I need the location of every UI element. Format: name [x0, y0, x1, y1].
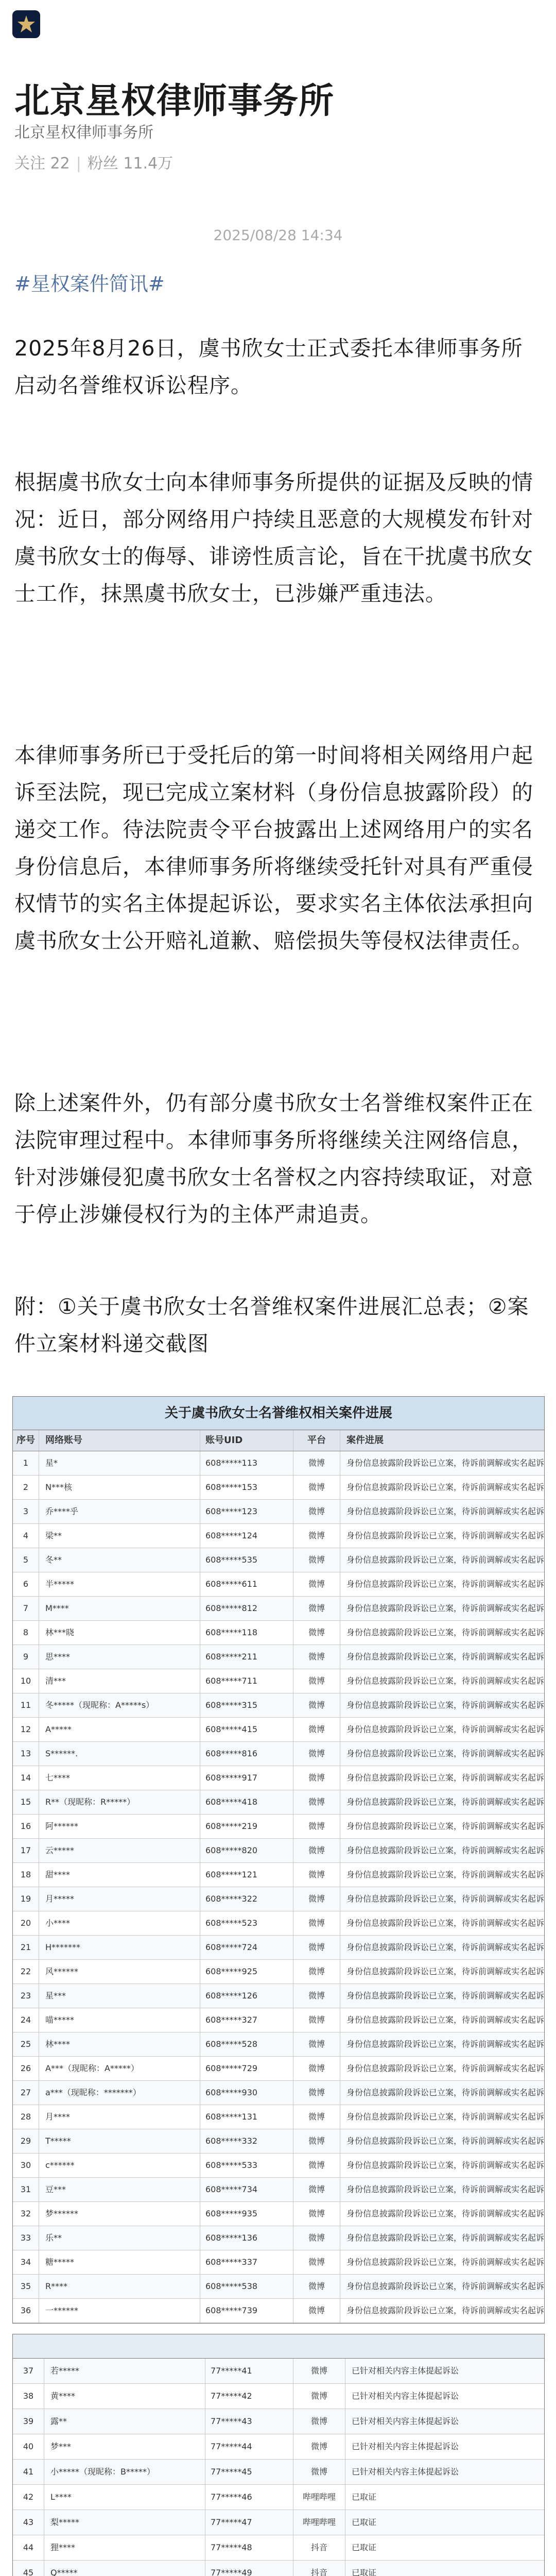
- table-cell-platform: 微博: [293, 1839, 340, 1862]
- table-cell-no: 4: [13, 1524, 39, 1548]
- table-cell-platform: 微博: [293, 1597, 340, 1620]
- table-cell-no: 19: [13, 1887, 39, 1911]
- table-cell-uid: 608*****711: [200, 1669, 293, 1693]
- table-cell-status: 身份信息披露阶段诉讼已立案，待诉前调解或实名起诉: [346, 1942, 544, 1952]
- table-cell-status: 身份信息披露阶段诉讼已立案，待诉前调解或实名起诉: [346, 2112, 544, 2122]
- table-row: [13, 2008, 544, 2032]
- table-cell-status: 身份信息披露阶段诉讼已立案，待诉前调解或实名起诉: [346, 2233, 544, 2243]
- table-cell-platform: 微博: [293, 2178, 340, 2201]
- table-row: [13, 1476, 544, 1500]
- table-row: [13, 1863, 544, 1887]
- table-cell-account: 林***晓: [39, 1621, 200, 1645]
- table-row: [13, 2105, 544, 2129]
- table-cell-platform: 微博: [293, 2008, 340, 2032]
- table-cell-account: R**（现昵称：R*****）: [39, 1790, 200, 1814]
- table-cell-platform: 微博: [293, 2359, 345, 2383]
- table-cell-uid: 608*****126: [200, 1984, 293, 2008]
- table-cell-uid: 608*****820: [200, 1839, 293, 1862]
- post-paragraph: 本律师事务所已于受托后的第一时间将相关网络用户起诉至法院，现已完成立案材料（身份信息披露阶段）的递交工作。待法院责令平台披露出上述网络用户的实名身份信息后，本律师事务所将继续受托针对具有严重侵权情节的实名主体提起诉讼，要求实名主体依法承担向虞书欣女士公开赔礼道歉、赔偿损失等侵权法律责任。: [14, 743, 533, 953]
- table-cell-account: 冬*****（现昵称：A*****s）: [39, 1693, 200, 1717]
- table-row: [13, 1524, 544, 1548]
- table-row: [13, 2299, 544, 2323]
- table-cell-uid: 608*****415: [200, 1718, 293, 1741]
- table-cell-uid: 77*****46: [205, 2485, 293, 2510]
- table-cell-uid: 608*****123: [200, 1500, 293, 1523]
- table-cell-no: 18: [13, 1863, 39, 1887]
- table-cell-no: 40: [13, 2434, 44, 2459]
- table-cell-uid: 608*****124: [200, 1524, 293, 1548]
- table-cell-account: 思****: [39, 1645, 200, 1669]
- table-cell-status: 身份信息披露阶段诉讼已立案，待诉前调解或实名起诉: [346, 1821, 544, 1831]
- table-cell-uid: 77*****41: [205, 2359, 293, 2383]
- table-cell-no: 17: [13, 1839, 39, 1862]
- table-cell-uid: 608*****611: [200, 1572, 293, 1596]
- table-cell-no: 25: [13, 2032, 39, 2056]
- table-row: [13, 1451, 544, 1476]
- table-cell-no: 30: [13, 2154, 39, 2177]
- post-paragraph: 除上述案件外，仍有部分虞书欣女士名誉维权案件正在法院审理过程中。本律师事务所将继续关注网络信息，针对涉嫌侵犯虞书欣女士名誉权之内容持续取证，对意于停止涉嫌侵权行为的主体严肃追责。: [14, 1091, 533, 1227]
- table-cell-no: 31: [13, 2178, 39, 2201]
- table-cell-status: 身份信息披露阶段诉讼已立案，待诉前调解或实名起诉: [346, 1676, 544, 1686]
- table-cell-uid: 77*****43: [205, 2409, 293, 2434]
- table-cell-account: A***（现昵称：A*****）: [39, 2057, 200, 2080]
- follow-count[interactable]: 关注 22: [14, 155, 70, 173]
- table-cell-account: N***核: [39, 1476, 200, 1499]
- table-cell-platform: 微博: [293, 1524, 340, 1548]
- table-cell-no: 3: [13, 1500, 39, 1523]
- table-cell-no: 45: [13, 2561, 44, 2576]
- table-cell-account: R****: [39, 2275, 200, 2298]
- table-row: [13, 2129, 544, 2154]
- account-avatar[interactable]: [12, 10, 40, 38]
- table-cell-uid: 608*****535: [200, 1548, 293, 1572]
- account-header: [0, 0, 556, 206]
- table-row: [13, 2202, 544, 2226]
- table-cell-status: 身份信息披露阶段诉讼已立案，待诉前调解或实名起诉: [346, 1531, 544, 1540]
- table-cell-uid: 608*****113: [200, 1451, 293, 1475]
- table-cell-account: H*******: [39, 1936, 200, 1959]
- table-header-cell: 序号: [13, 1430, 39, 1451]
- table-cell-account: 豆***: [39, 2178, 200, 2201]
- table-cell-platform: 抖音: [293, 2535, 345, 2560]
- table-cell-platform: 微博: [293, 1742, 340, 1766]
- table-cell-status: 已针对相关内容主体提起诉讼: [352, 2442, 459, 2451]
- table-cell-account: 乔****乎: [39, 1500, 200, 1523]
- table-cell-no: 33: [13, 2226, 39, 2250]
- table-cell-no: 41: [13, 2460, 44, 2484]
- table-cell-no: 10: [13, 1669, 39, 1693]
- table-cell-account: 梨*****: [44, 2510, 205, 2535]
- table-cell-no: 14: [13, 1766, 39, 1790]
- table-row: [13, 2081, 544, 2105]
- table-cell-account: 冬**: [39, 1548, 200, 1572]
- table-cell-no: 20: [13, 1911, 39, 1935]
- table-cell-status: 身份信息披露阶段诉讼已立案，待诉前调解或实名起诉: [346, 1482, 544, 1492]
- table-cell-platform: 微博: [293, 2105, 340, 2129]
- table-cell-status: 身份信息披露阶段诉讼已立案，待诉前调解或实名起诉: [346, 2209, 544, 2218]
- table-cell-platform: 微博: [293, 2081, 340, 2105]
- table-cell-platform: 微博: [293, 2275, 340, 2298]
- table-cell-no: 16: [13, 1815, 39, 1838]
- table-cell-no: 35: [13, 2275, 39, 2298]
- table-cell-uid: 608*****337: [200, 2250, 293, 2274]
- table-cell-status: 身份信息披露阶段诉讼已立案，待诉前调解或实名起诉: [346, 1700, 544, 1710]
- table-cell-status: 身份信息披露阶段诉讼已立案，待诉前调解或实名起诉: [346, 1797, 544, 1807]
- account-description: 北京星权律师事务所: [14, 124, 153, 142]
- table-cell-account: 喵*****: [39, 2008, 200, 2032]
- table-row: [13, 2561, 544, 2576]
- table-row: [13, 1718, 544, 1742]
- table-row: [13, 1621, 544, 1645]
- table-cell-no: 43: [13, 2510, 44, 2535]
- account-stats: [14, 150, 173, 173]
- table-cell-platform: 微博: [293, 2032, 340, 2056]
- table-cell-status: 身份信息披露阶段诉讼已立案，待诉前调解或实名起诉: [346, 1724, 544, 1734]
- table-row: [13, 1500, 544, 1524]
- table-cell-status: 已取证: [352, 2517, 377, 2527]
- table-cell-account: T*****: [39, 2129, 200, 2153]
- table-cell-uid: 608*****816: [200, 1742, 293, 1766]
- table-cell-platform: 微博: [293, 2299, 340, 2323]
- table-row: [13, 1548, 544, 1572]
- table-cell-account: 梦***: [44, 2434, 205, 2459]
- table-cell-status: 已针对相关内容主体提起诉讼: [352, 2391, 459, 2401]
- table-cell-platform: 微博: [293, 2226, 340, 2250]
- table-cell-uid: 608*****930: [200, 2081, 293, 2105]
- table-cell-account: 半*****: [39, 1572, 200, 1596]
- table-cell-account: a***（现昵称：*******）: [39, 2081, 200, 2105]
- table-cell-no: 24: [13, 2008, 39, 2032]
- table-row: [13, 2510, 544, 2535]
- table-cell-status: 身份信息披露阶段诉讼已立案，待诉前调解或实名起诉: [346, 1458, 544, 1468]
- table-cell-platform: 微博: [293, 2250, 340, 2274]
- table-cell-no: 27: [13, 2081, 39, 2105]
- table-cell-uid: 608*****131: [200, 2105, 293, 2129]
- table-cell-status: 已针对相关内容主体提起诉讼: [352, 2467, 459, 2477]
- table-cell-platform: 微博: [293, 2460, 345, 2484]
- table-row: [13, 2057, 544, 2081]
- table-cell-platform: 微博: [293, 1500, 340, 1523]
- table-cell-no: 26: [13, 2057, 39, 2080]
- table-cell-uid: 608*****533: [200, 2154, 293, 2177]
- table-cell-no: 12: [13, 1718, 39, 1741]
- table-cell-platform: 微博: [293, 1548, 340, 1572]
- table-cell-status: 身份信息披露阶段诉讼已立案，待诉前调解或实名起诉: [346, 1579, 544, 1589]
- table-cell-account: 星***: [39, 1984, 200, 2008]
- table-row: [13, 1766, 544, 1790]
- table-row: [13, 1742, 544, 1766]
- table-cell-account: 狸****: [44, 2535, 205, 2560]
- table-cell-uid: 608*****734: [200, 2178, 293, 2201]
- table-row: [13, 1887, 544, 1911]
- table-cell-platform: 微博: [293, 1815, 340, 1838]
- table-cell-platform: 微博: [293, 1984, 340, 2008]
- table-cell-platform: 微博: [293, 2057, 340, 2080]
- table-cell-status: 身份信息披露阶段诉讼已立案，待诉前调解或实名起诉: [346, 1603, 544, 1613]
- table-row: [13, 1911, 544, 1936]
- table-cell-status: 已针对相关内容主体提起诉讼: [352, 2416, 459, 2426]
- table-cell-no: 1: [13, 1451, 39, 1475]
- table-cell-status: 身份信息披露阶段诉讼已立案，待诉前调解或实名起诉: [346, 2306, 544, 2315]
- table-cell-uid: 77*****49: [205, 2561, 293, 2576]
- table-cell-status: 身份信息披露阶段诉讼已立案，待诉前调解或实名起诉: [346, 2281, 544, 2291]
- table-row: [13, 2226, 544, 2250]
- table-cell-platform: 微博: [293, 2409, 345, 2434]
- table-cell-status: 已取证: [352, 2568, 377, 2576]
- table-cell-account: 梦******: [39, 2202, 200, 2226]
- table-cell-no: 39: [13, 2409, 44, 2434]
- table-cell-no: 21: [13, 1936, 39, 1959]
- table-cell-no: 13: [13, 1742, 39, 1766]
- table-cell-uid: 608*****136: [200, 2226, 293, 2250]
- table-cell-no: 8: [13, 1621, 39, 1645]
- table-row: [13, 1815, 544, 1839]
- table-row: [13, 2384, 544, 2409]
- table-cell-uid: 608*****322: [200, 1887, 293, 1911]
- table-row: [13, 2359, 544, 2384]
- table-cell-account: Q*****: [44, 2561, 205, 2576]
- table-cell-status: 已针对相关内容主体提起诉讼: [352, 2366, 459, 2376]
- table-cell-no: 22: [13, 1960, 39, 1984]
- table-cell-platform: 微博: [293, 2154, 340, 2177]
- table-row: [13, 1960, 544, 1984]
- table-row: [13, 1839, 544, 1863]
- table-row: [13, 2032, 544, 2057]
- table-cell-uid: 77*****45: [205, 2460, 293, 2484]
- table-cell-status: 身份信息披露阶段诉讼已立案，待诉前调解或实名起诉: [346, 1773, 544, 1783]
- table-cell-account: 小****: [39, 1911, 200, 1935]
- table-cell-status: 身份信息披露阶段诉讼已立案，待诉前调解或实名起诉: [346, 2257, 544, 2267]
- table-cell-status: 身份信息披露阶段诉讼已立案，待诉前调解或实名起诉: [346, 2184, 544, 2194]
- stats-divider: |: [76, 155, 81, 173]
- table-cell-status: 身份信息披露阶段诉讼已立案，待诉前调解或实名起诉: [346, 1894, 544, 1904]
- table-cell-uid: 608*****538: [200, 2275, 293, 2298]
- table-cell-no: 32: [13, 2202, 39, 2226]
- table-cell-platform: 微博: [293, 1790, 340, 1814]
- table-cell-account: 乐**: [39, 2226, 200, 2250]
- table-cell-status: 身份信息披露阶段诉讼已立案，待诉前调解或实名起诉: [346, 2039, 544, 2049]
- table-cell-status: 身份信息披露阶段诉讼已立案，待诉前调解或实名起诉: [346, 2063, 544, 2073]
- table-row: [13, 1984, 544, 2008]
- table-cell-status: 身份信息披露阶段诉讼已立案，待诉前调解或实名起诉: [346, 1967, 544, 1976]
- table-cell-uid: 608*****332: [200, 2129, 293, 2153]
- table-row: [13, 1936, 544, 1960]
- table-row: [13, 2178, 544, 2202]
- table-cell-platform: 微博: [293, 1693, 340, 1717]
- table-cell-uid: 608*****729: [200, 2057, 293, 2080]
- table-cell-status: 身份信息披露阶段诉讼已立案，待诉前调解或实名起诉: [346, 1845, 544, 1855]
- table-cell-platform: 哔哩哔哩: [293, 2510, 345, 2535]
- table-cell-no: 9: [13, 1645, 39, 1669]
- table-header-cell: 平台: [293, 1430, 340, 1451]
- table-row: [13, 1597, 544, 1621]
- table-cell-platform: 微博: [293, 1718, 340, 1741]
- table-cell-status: 身份信息披露阶段诉讼已立案，待诉前调解或实名起诉: [346, 1991, 544, 2001]
- post-hashtag[interactable]: #星权案件简讯#: [14, 273, 165, 295]
- table-row: [13, 1669, 544, 1693]
- table-header-row: [13, 1430, 544, 1451]
- table-cell-platform: 微博: [293, 1669, 340, 1693]
- table-cell-platform: 微博: [293, 2384, 345, 2409]
- table-row: [13, 2409, 544, 2434]
- table-header-cell: 网络账号: [39, 1430, 200, 1451]
- table-cell-no: 28: [13, 2105, 39, 2129]
- table-cell-account: 云*****: [39, 1839, 200, 1862]
- table-title: 关于虞书欣女士名誉维权相关案件进展: [13, 1397, 544, 1430]
- table-row: [13, 2250, 544, 2275]
- table-cell-uid: 608*****812: [200, 1597, 293, 1620]
- table-body: [13, 2359, 544, 2576]
- table-cell-platform: 哔哩哔哩: [293, 2485, 345, 2510]
- table-row: [13, 1572, 544, 1597]
- table-cell-platform: 微博: [293, 2434, 345, 2459]
- table-cell-account: 梁**: [39, 1524, 200, 1548]
- table-cell-status: 身份信息披露阶段诉讼已立案，待诉前调解或实名起诉: [346, 1506, 544, 1516]
- table-cell-account: 清***: [39, 1669, 200, 1693]
- table-cell-account: S******.: [39, 1742, 200, 1766]
- table-cell-no: 5: [13, 1548, 39, 1572]
- table-cell-status: 身份信息披露阶段诉讼已立案，待诉前调解或实名起诉: [346, 2015, 544, 2025]
- table-cell-platform: 微博: [293, 1887, 340, 1911]
- table-cell-uid: 608*****917: [200, 1766, 293, 1790]
- table-cell-account: 阿******: [39, 1815, 200, 1838]
- table-cell-account: 若*****: [44, 2359, 205, 2383]
- table-body: [13, 1451, 544, 2323]
- table-cell-status: 身份信息披露阶段诉讼已立案，待诉前调解或实名起诉: [346, 1555, 544, 1565]
- table-cell-uid: 608*****153: [200, 1476, 293, 1499]
- account-name[interactable]: 北京星权律师事务所: [14, 81, 335, 122]
- table-cell-platform: 微博: [293, 1621, 340, 1645]
- table-cell-account: 七****: [39, 1766, 200, 1790]
- table-header-cell: 案件进展: [346, 1435, 384, 1446]
- table-cell-status: 身份信息披露阶段诉讼已立案，待诉前调解或实名起诉: [346, 1628, 544, 1637]
- table-cell-uid: 77*****44: [205, 2434, 293, 2459]
- table-cell-no: 29: [13, 2129, 39, 2153]
- table-row: [13, 2275, 544, 2299]
- table-row: [13, 1645, 544, 1669]
- table-cell-account: A*****: [39, 1718, 200, 1741]
- table-row: [13, 1790, 544, 1815]
- table-cell-no: 44: [13, 2535, 44, 2560]
- case-progress-table-image-continued[interactable]: [12, 2334, 545, 2576]
- table-cell-account: M****: [39, 1597, 200, 1620]
- table-cell-uid: 77*****42: [205, 2384, 293, 2409]
- table-cell-status: 身份信息披露阶段诉讼已立案，待诉前调解或实名起诉: [346, 2088, 544, 2097]
- table-cell-uid: 608*****211: [200, 1645, 293, 1669]
- table-row: [13, 2535, 544, 2561]
- table-cell-uid: 77*****48: [205, 2535, 293, 2560]
- post-paragraph: 根据虞书欣女士向本律师事务所提供的证据及反映的情况：近日，部分网络用户持续且恶意的大规模发布针对虞书欣女士的侮辱、诽谤性质言论，旨在干扰虞书欣女士工作，抹黑虞书欣女士，已涉嫌严重违法。: [14, 470, 533, 606]
- table-row: [13, 2434, 544, 2460]
- table-cell-uid: 608*****528: [200, 2032, 293, 2056]
- table-cell-platform: 微博: [293, 1863, 340, 1887]
- table-cell-account: 小*****（现昵称：B*****）: [44, 2460, 205, 2484]
- table-row: [13, 2485, 544, 2510]
- table-cell-account: 甜****: [39, 1863, 200, 1887]
- table-cell-platform: 微博: [293, 1911, 340, 1935]
- table-cell-account: 月****: [39, 2105, 200, 2129]
- table-cell-platform: 微博: [293, 1476, 340, 1499]
- table-row: [13, 1693, 544, 1718]
- table-title: [13, 2334, 544, 2359]
- table-cell-status: 身份信息披露阶段诉讼已立案，待诉前调解或实名起诉: [346, 2136, 544, 2146]
- post-paragraph: 附：①关于虞书欣女士名誉维权案件进展汇总表；②案件立案材料递交截图: [14, 1294, 529, 1356]
- table-cell-no: 15: [13, 1790, 39, 1814]
- table-cell-platform: 微博: [293, 1960, 340, 1984]
- post-paragraph: 2025年8月26日，虞书欣女士正式委托本律师事务所启动名誉维权诉讼程序。: [14, 336, 523, 398]
- table-cell-uid: 608*****219: [200, 1815, 293, 1838]
- table-cell-uid: 608*****327: [200, 2008, 293, 2032]
- table-cell-uid: 608*****418: [200, 1790, 293, 1814]
- post-date: 2025/08/28 14:34: [213, 227, 343, 244]
- table-cell-uid: 608*****121: [200, 1863, 293, 1887]
- table-cell-no: 37: [13, 2359, 44, 2383]
- table-cell-uid: 608*****315: [200, 1693, 293, 1717]
- table-cell-account: L****: [44, 2485, 205, 2510]
- table-cell-platform: 微博: [293, 1766, 340, 1790]
- table-cell-account: c******: [39, 2154, 200, 2177]
- table-cell-no: 2: [13, 1476, 39, 1499]
- table-cell-account: 一******: [39, 2299, 200, 2323]
- table-cell-status: 身份信息披露阶段诉讼已立案，待诉前调解或实名起诉: [346, 1749, 544, 1758]
- table-cell-uid: 608*****935: [200, 2202, 293, 2226]
- table-cell-platform: 微博: [293, 1645, 340, 1669]
- table-cell-status: 身份信息披露阶段诉讼已立案，待诉前调解或实名起诉: [346, 2160, 544, 2170]
- table-cell-no: 36: [13, 2299, 39, 2323]
- table-cell-uid: 608*****739: [200, 2299, 293, 2323]
- table-cell-no: 23: [13, 1984, 39, 2008]
- table-cell-account: 黄****: [44, 2384, 205, 2409]
- table-cell-no: 42: [13, 2485, 44, 2510]
- table-cell-status: 已取证: [352, 2492, 377, 2502]
- table-cell-platform: 微博: [293, 1936, 340, 1959]
- table-cell-account: 星*: [39, 1451, 200, 1475]
- fans-count[interactable]: 粉丝 11.4万: [87, 155, 173, 173]
- table-row: [13, 2154, 544, 2178]
- table-cell-status: 身份信息披露阶段诉讼已立案，待诉前调解或实名起诉: [346, 1918, 544, 1928]
- table-cell-platform: 抖音: [293, 2561, 345, 2576]
- table-cell-platform: 微博: [293, 1572, 340, 1596]
- table-cell-no: 38: [13, 2384, 44, 2409]
- table-cell-platform: 微博: [293, 2129, 340, 2153]
- table-cell-platform: 微博: [293, 2202, 340, 2226]
- table-cell-no: 7: [13, 1597, 39, 1620]
- table-cell-status: 身份信息披露阶段诉讼已立案，待诉前调解或实名起诉: [346, 1870, 544, 1879]
- table-cell-no: 11: [13, 1693, 39, 1717]
- table-cell-account: 露**: [44, 2409, 205, 2434]
- table-cell-uid: 608*****523: [200, 1911, 293, 1935]
- table-cell-account: 风******: [39, 1960, 200, 1984]
- table-cell-uid: 608*****118: [200, 1621, 293, 1645]
- avatar-logo-icon: [12, 10, 40, 38]
- table-cell-account: 林****: [39, 2032, 200, 2056]
- table-cell-status: 已取证: [352, 2543, 377, 2552]
- table-cell-status: 身份信息披露阶段诉讼已立案，待诉前调解或实名起诉: [346, 1652, 544, 1662]
- case-progress-table-image[interactable]: [12, 1396, 545, 2324]
- table-cell-uid: 77*****47: [205, 2510, 293, 2535]
- table-cell-uid: 608*****925: [200, 1960, 293, 1984]
- table-cell-account: 糖*****: [39, 2250, 200, 2274]
- table-cell-no: 6: [13, 1572, 39, 1596]
- table-cell-platform: 微博: [293, 1451, 340, 1475]
- table-cell-account: 月*****: [39, 1887, 200, 1911]
- table-header-cell: 账号UID: [200, 1430, 293, 1451]
- table-row: [13, 2460, 544, 2485]
- table-cell-uid: 608*****724: [200, 1936, 293, 1959]
- table-cell-no: 34: [13, 2250, 39, 2274]
